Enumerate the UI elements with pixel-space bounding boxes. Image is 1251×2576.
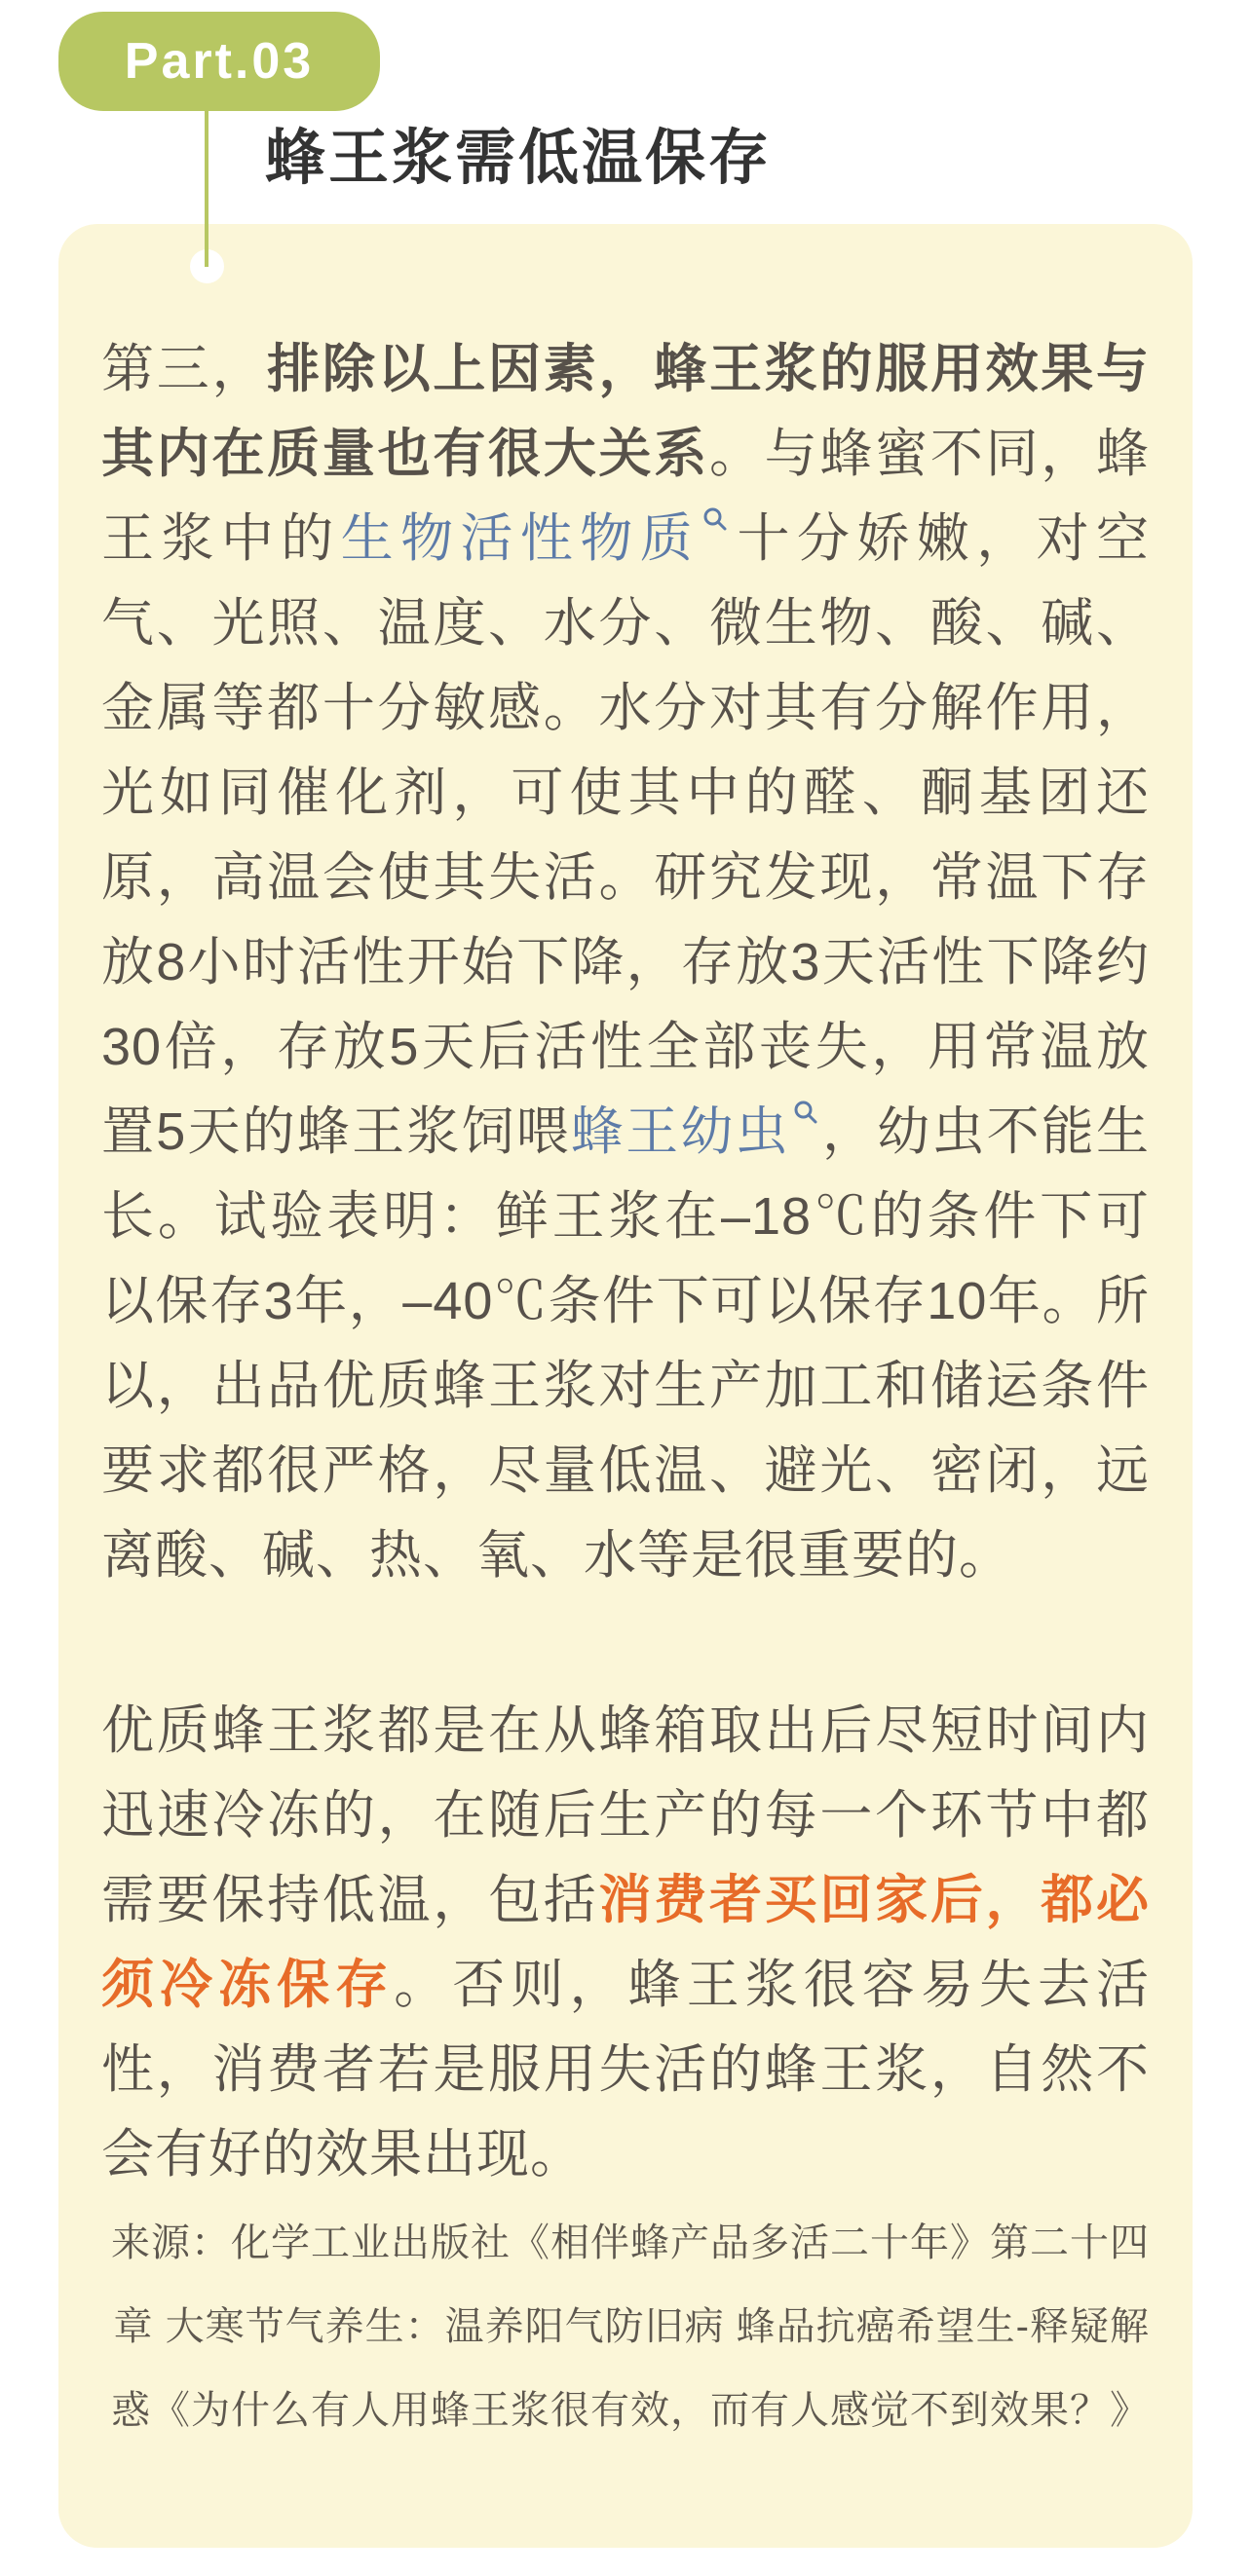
link-bioactive-substances[interactable]: 生物活性物质 (340, 509, 701, 568)
paragraph-2 (101, 1689, 1150, 2197)
paragraph-2-tail: 。否则，蜂王浆很容易失去活性，消费者若是服用失活的蜂王浆，自然不会有好的效果出现。 (101, 1956, 1151, 2184)
section-title: 蜂王浆需低温保存 (265, 125, 773, 192)
paragraph-2-highlight: 消费者买回家后，都必须冷冻保存 (101, 1871, 1150, 2014)
source-attribution: 来源：化学工业出版社《相伴蜂产品多活二十年》第二十四章 大寒节气养生：温养阳气防旧病 蜂品抗癌希望生-释疑解惑《为什么有人用蜂王浆很有效，而有人感觉不到效果？》 (111, 2221, 1150, 2432)
paragraph-1-middle: 十分娇嫩，对空气、光照、温度、水分、微生物、酸、碱、金属等都十分敏感。水分对其有分解作用，光如同催化剂，可使其中的醛、酮基团还原，高温会使其失活。研究发现，常温下存放8小时活性开始下降，存放3天活性下降约30倍，存放5天后活性全部丧失，用常温放置5天的蜂王浆饲喂 (101, 509, 1151, 1161)
link-queen-larvae[interactable]: 蜂王幼虫 (570, 1102, 790, 1161)
paragraph-1-tail: ，幼虫不能生长。试验表明：鲜王浆在–18℃的条件下可以保存3年，–40℃条件下可以保存10年。所以，出品优质蜂王浆对生产加工和储运条件要求都很严格，尽量低温、避光、密闭，远离酸、碱、热、氧、水等是很重要的。 (101, 1102, 1150, 1585)
part-badge-label: Part.03 (124, 33, 315, 90)
paragraph-1-after-bold: 。与蜂蜜不同，蜂王浆中的 (101, 425, 1151, 568)
content-card (58, 224, 1193, 2548)
paragraph-1-bold-lead: 排除以上因素，蜂王浆的服用效果与其内在质量也有很大关系 (101, 340, 1151, 483)
connector-line (205, 111, 208, 267)
search-icon[interactable] (701, 505, 729, 533)
part-badge (58, 12, 380, 111)
search-icon[interactable] (792, 1099, 819, 1126)
paragraph-2-lead: 优质蜂王浆都是在从蜂箱取出后尽短时间内迅速冷冻的，在随后生产的每一个环节中都需要保持低温，包括 (101, 1701, 1150, 1929)
paragraph-1-prefix: 第三， (101, 340, 268, 398)
paragraph-1 (101, 327, 1150, 1598)
